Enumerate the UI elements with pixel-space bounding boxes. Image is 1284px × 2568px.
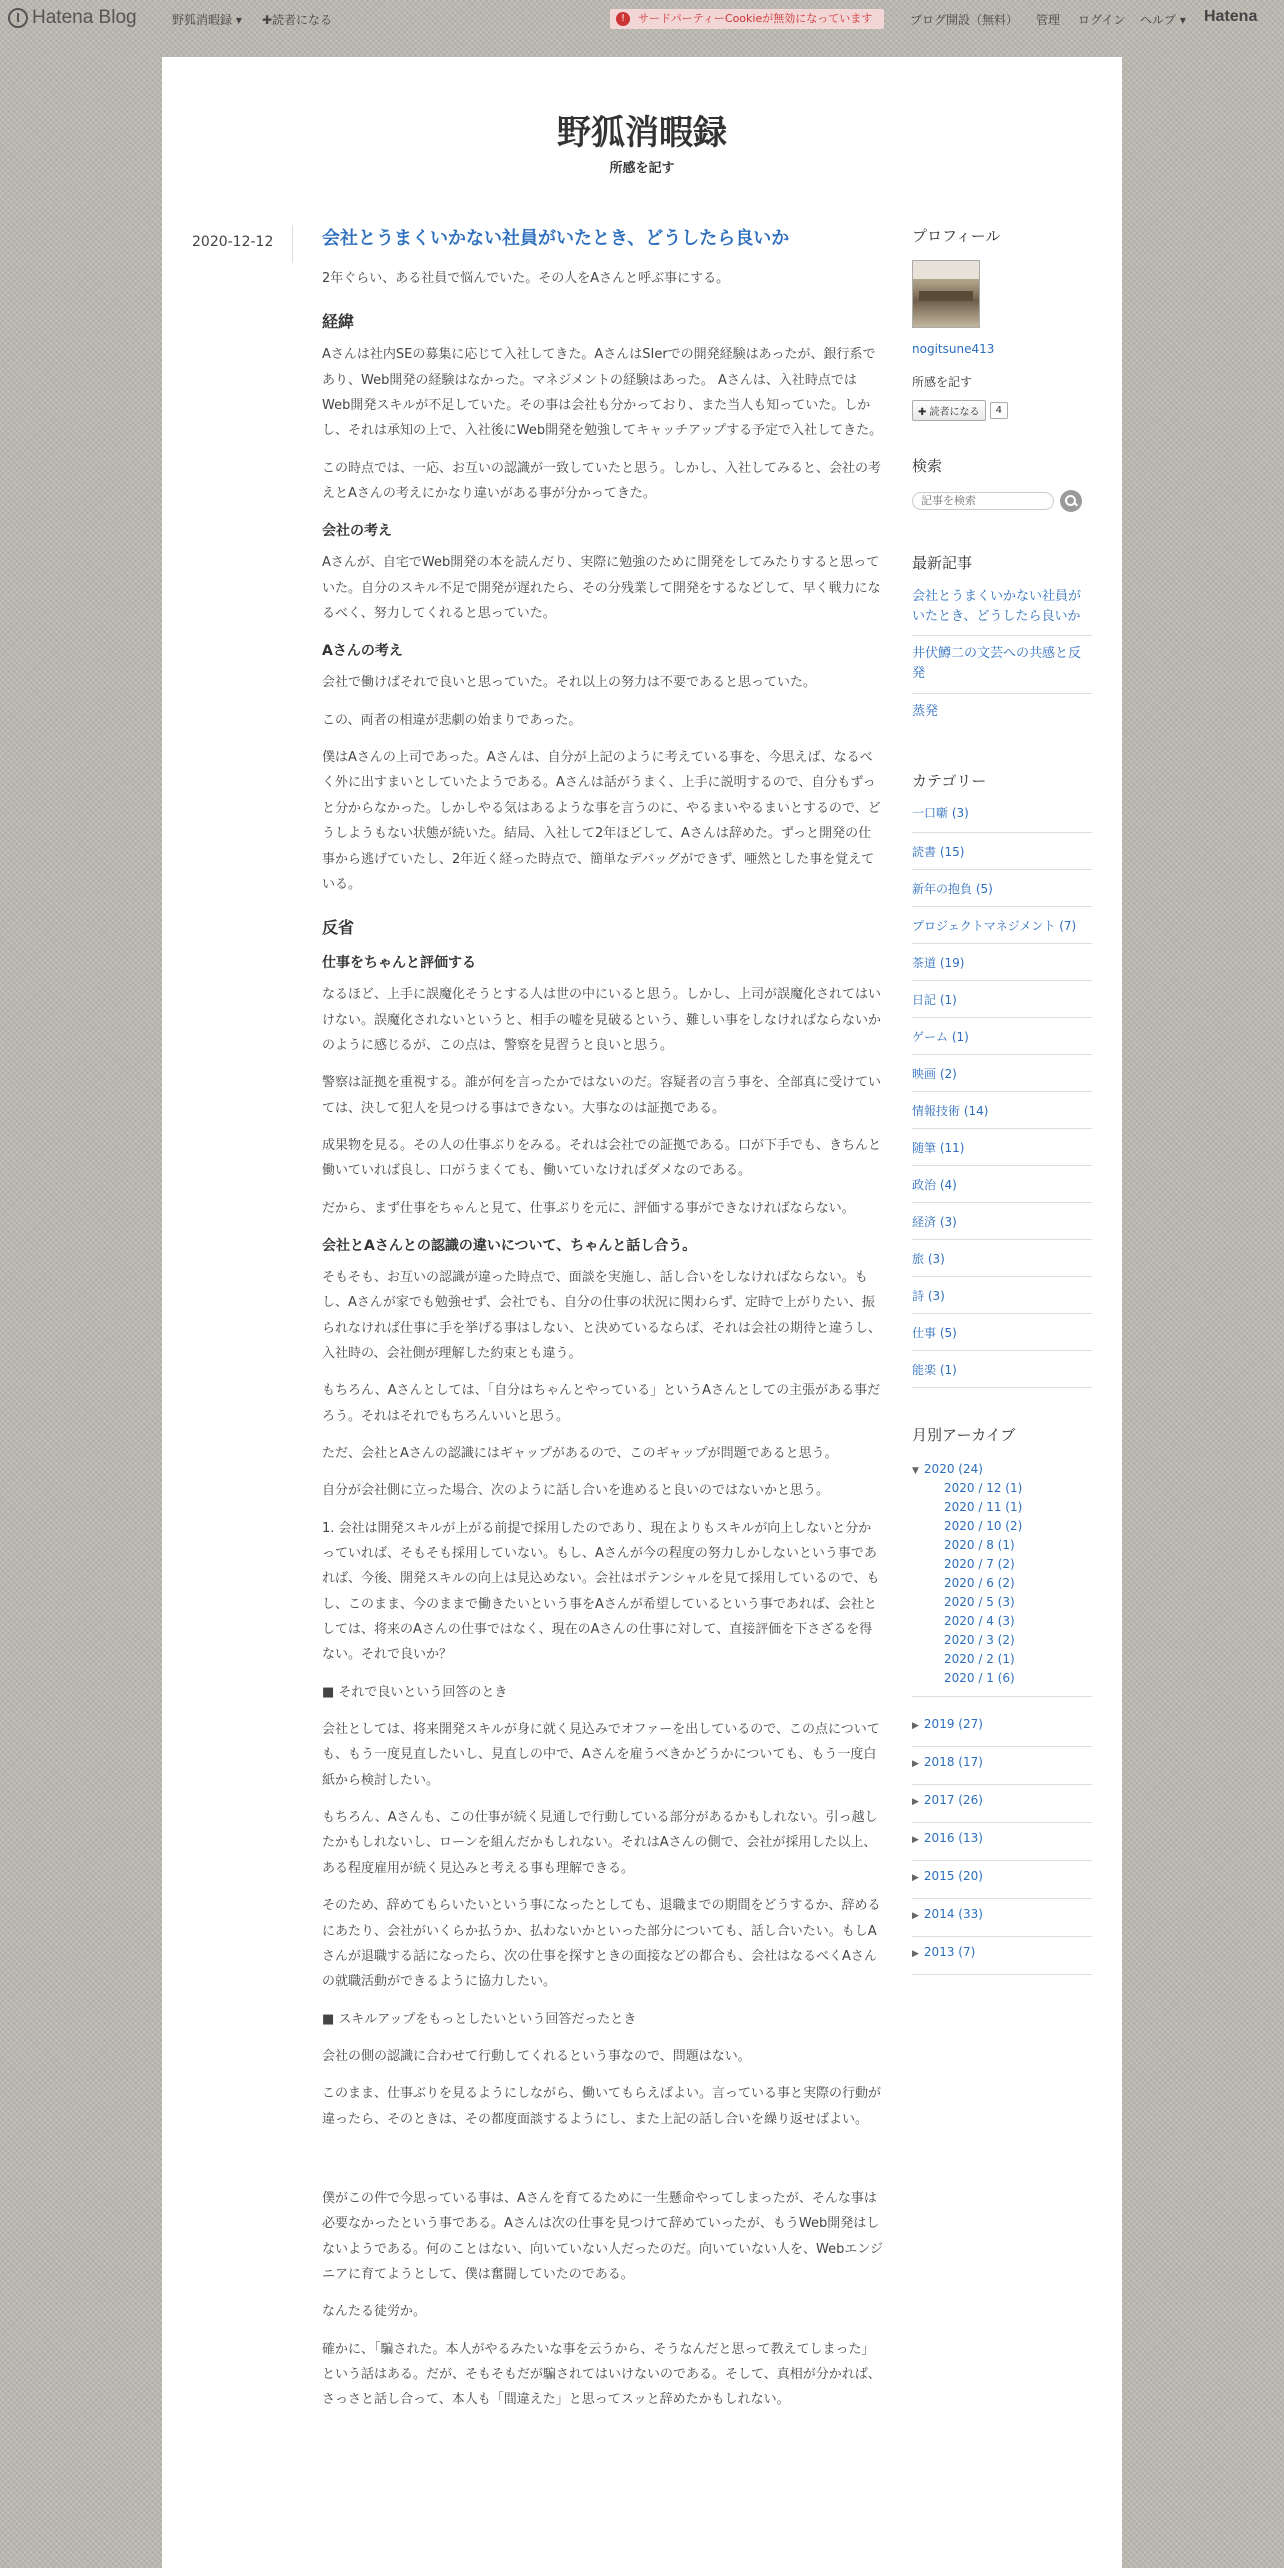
- entry-paragraph: Aさんが、自宅でWeb開発の本を読んだり、実際に勉強のために開発をしてみたりすると思っていた。自分のスキル不足で開発が遅れたら、その分残業して開発をするなどして、早く戦力になるべく、努力してくれると思っていた。: [322, 555, 881, 622]
- archive-month-link[interactable]: 2020 / 10 (2): [944, 1518, 1023, 1533]
- subscriber-count[interactable]: 4: [990, 402, 1008, 419]
- login-link[interactable]: ログイン: [1078, 13, 1126, 27]
- entry-paragraph: なるほど、上手に誤魔化そうとする人は世の中にいると思う。しかし、上司が誤魔化されてはいけない。誤魔化されないというと、相手の嘘を見破るという、難しい事をしなければならないかのように感じるが、この点は、警察を見習うと良いと思う。: [322, 987, 882, 1053]
- subscribe-link[interactable]: ✚読者になる: [262, 13, 333, 27]
- category-link[interactable]: 新年の抱負 (5): [912, 870, 1092, 907]
- recent-heading: 最新記事: [912, 554, 973, 572]
- entry-paragraph: 会社としては、将来開発スキルが身に就く見込みでオファーを出しているので、この点についても、もう一度見直したいし、見直しの中で、Aさんを雇うべきかどうかについても、もう一度白紙から検討したい。: [322, 1722, 880, 1788]
- archive-month-link[interactable]: 2020 / 2 (1): [944, 1651, 1015, 1666]
- entry-paragraph: 2年ぐらい、ある社員で悩んでいた。その人をAさんと呼ぶ事にする。: [322, 271, 730, 286]
- category-link[interactable]: 日記 (1): [912, 981, 1092, 1018]
- archive-year-2020[interactable]: [912, 1459, 1092, 1479]
- archive-heading: 月別アーカイブ: [912, 1425, 1016, 1444]
- paragraph-spacer: [322, 2144, 884, 2186]
- admin-link[interactable]: 管理: [1036, 13, 1061, 27]
- blog-page: [162, 57, 1122, 2568]
- archive-month-link[interactable]: 2020 / 8 (1): [944, 1537, 1015, 1552]
- warning-icon: !: [616, 12, 630, 26]
- logo-text: Hatena Blog: [32, 7, 137, 28]
- archive-month-link[interactable]: 2020 / 1 (6): [944, 1670, 1015, 1685]
- global-header: [0, 0, 1284, 38]
- category-link[interactable]: 随筆 (11): [912, 1129, 1092, 1166]
- archive-module: [912, 1424, 1092, 1975]
- category-link[interactable]: 情報技術 (14): [912, 1092, 1092, 1129]
- recent-entry-link[interactable]: 会社とうまくいかない社員がいたとき、どうしたら良いか: [912, 587, 1092, 636]
- profile-module: [912, 225, 1092, 421]
- entry-paragraph: そもそも、お互いの認識が違った時点で、面談を実施し、話し合いをしなければならない。もし、Aさんが家でも勉強せず、会社でも、自分の仕事の状況に関わらず、定時で上がりたい、振られなければ仕事に手を挙げる事はしない、と決めているならば、それは会社の期待と違うし、入社時の、会社側が理解した約束とも違う。: [322, 1269, 882, 1361]
- entry-paragraph: Aさんは社内SEの募集に応じて入社してきた。AさんはSIerでの開発経験はあったが、銀行系であり、Web開発の経験はなかった。マネジメントの経験はあった。 Aさんは、入社時点ではWeb開発スキルが不足していた。その事は会社も分かっており、また当人も知っていた。しかし、それは承知の上で、入社後にWeb開発を勉強してキャッチアップする予定で入社してきた。: [322, 347, 883, 439]
- archive-year-link[interactable]: [912, 1899, 1092, 1937]
- profile-heading: プロフィール: [912, 227, 1001, 245]
- category-link[interactable]: プロジェクトマネジメント (7): [912, 907, 1092, 944]
- entry-paragraph: もちろん、Aさんも、この仕事が続く見通しで行動している部分があるかもしれない。引っ越したかもしれないし、ローンを組んだかもしれない。それはAさんの側で、会社が採用した以上、ある程度雇用が続く見込みと考える事も理解できる。: [322, 1810, 878, 1876]
- entry-paragraph: 1. 会社は開発スキルが上がる前提で採用したのであり、現在よりもスキルが向上しないと分かっていれば、そもそも採用していない。もし、Aさんが今の程度の努力しかしないという事であれば、今後、開発スキルの向上は見込めない。会社はポテンシャルを見て採用しているので、もし、このまま、今のままで働きたいという事をAさんが希望しているという事であれば、会社としては、将来のAさんの仕事ではなく、現在のAさんの仕事に対して、直接評価を下さざるを得ない。それで良いか？: [322, 1520, 880, 1663]
- hatena-blog-logo-icon: [8, 8, 28, 28]
- archive-year-label: 2014 (33): [923, 1906, 983, 1921]
- category-link[interactable]: 旅 (3): [912, 1240, 1092, 1277]
- category-link[interactable]: 経済 (3): [912, 1203, 1092, 1240]
- archive-year-link[interactable]: [912, 1709, 1092, 1747]
- help-menu[interactable]: ヘルプ ▾: [1140, 13, 1186, 27]
- category-link[interactable]: 能楽 (1): [912, 1351, 1092, 1388]
- subscribe-button[interactable]: ✚ 読者になる: [912, 400, 986, 421]
- entry-heading: 経緯: [322, 312, 355, 332]
- profile-description: 所感を記す: [912, 375, 973, 389]
- archive-year-label: 2016 (13): [923, 1830, 983, 1845]
- archive-year-link[interactable]: [912, 1937, 1092, 1975]
- recent-entry-link[interactable]: 蒸発: [912, 703, 939, 719]
- category-link[interactable]: 詩 (3): [912, 1277, 1092, 1314]
- archive-year-label: 2015 (20): [923, 1868, 983, 1883]
- archive-month-link[interactable]: 2020 / 11 (1): [944, 1499, 1023, 1514]
- category-heading: カテゴリー: [912, 771, 987, 790]
- triangle-right-icon: ▶: [912, 1872, 919, 1883]
- entry-paragraph: ただ、会社とAさんの認識にはギャップがあるので、このギャップが問題であると思う。: [322, 1446, 838, 1461]
- entry-paragraph: 自分が会社側に立った場合、次のように話し合いを進めると良いのではないかと思う。: [322, 1483, 830, 1499]
- archive-year-link[interactable]: [912, 1823, 1092, 1861]
- entry-paragraph: ■ スキルアップをもっとしたいという回答だったとき: [322, 2011, 637, 2027]
- blog-description: 所感を記す: [609, 161, 675, 176]
- search-heading: 検索: [912, 457, 943, 475]
- entry-heading: Aさんの考え: [322, 643, 403, 660]
- date-divider: [292, 225, 293, 263]
- entry-paragraph: この時点では、一応、お互いの認識が一致していたと思う。しかし、入社してみると、会社の考えとAさんの考えにかなり違いがある事が分かってきた。: [322, 460, 882, 502]
- entry-paragraph: このまま、仕事ぶりを見るようにしながら、働いてもらえばよい。言っている事と実際の行動が違ったら、そのときは、その都度面談するようにし、また上記の話し合いを繰り返せばよい。: [322, 2086, 882, 2127]
- entry-heading: 会社とAさんとの認識の違いについて、ちゃんと話し合う。: [322, 1237, 697, 1254]
- open-blog-link[interactable]: ブログ開設（無料）: [910, 13, 1019, 27]
- entry-paragraph: もちろん、Aさんとしては、「自分はちゃんとやっている」というAさんとしての主張がある事だろう。それはそれでもちろんいいと思う。: [322, 1383, 881, 1424]
- entry-paragraph: 確かに、「騙された。本人がやるみたいな事を云うから、そうなんだと思って教えてしまった」という話はある。だが、そもそもだが騙されてはいけないのである。そして、真相が分かれば、さっさと話し合って、本人も「間違えた」と思ってスッと辞めたかもしれない。: [322, 2341, 881, 2408]
- entry-paragraph: 僕はAさんの上司であった。Aさんは、自分が上記のように考えている事を、今思えば、なるべく外に出すまいとしていたようである。Aさんは話がうまく、上手に説明するので、自分もずっと分からなかった。しかしやる気はあるような事を言うのに、やるまいやるまいとするので、どうしようもない状態が続いた。結局、入社して2年ほどして、Aさんは辞めた。ずっと開発の仕事から逃げていたし、2年近く経った時点で、簡単なデバッグができず、唖然とした事を覚えている。: [322, 750, 881, 892]
- triangle-right-icon: ▶: [912, 1948, 919, 1959]
- avatar[interactable]: [912, 260, 980, 328]
- entry-paragraph: 成果物を見る。その人の仕事ぶりをみる。それは会社での証拠である。口が下手でも、きちんと働いていれば良し、口がうまくても、働いていなければダメなのである。: [322, 1137, 882, 1179]
- category-link[interactable]: ゲーム (1): [912, 1018, 1092, 1055]
- entry-paragraph: そのため、辞めてもらいたいという事になったとしても、退職までの期間をどうするか、辞めるにあたり、会社がいくらか払うか、払わないかといった部分についても、話し合いたい。もしAさんが退職する話になったら、次の仕事を探すときの面接などの都合も、会社はなるべくAさんの就職活動ができるように協力したい。: [322, 1898, 881, 1990]
- entry-body: [322, 266, 884, 2413]
- triangle-right-icon: ▶: [912, 1910, 919, 1921]
- archive-year-label: 2019 (27): [923, 1716, 983, 1731]
- entry-paragraph: 警察は証拠を重視する。誰が何を言ったかではないのだ。容疑者の言う事を、全部真に受けていては、決して犯人を見つける事はできない。大事なのは証拠である。: [322, 1075, 882, 1116]
- sidebar: [912, 225, 1092, 1975]
- category-module: [912, 770, 1092, 1388]
- blog-title[interactable]: 野狐消暇録: [557, 113, 727, 153]
- archive-month-link[interactable]: 2020 / 6 (2): [944, 1575, 1015, 1590]
- entry-title[interactable]: 会社とうまくいかない社員がいたとき、どうしたら良いか: [322, 228, 790, 249]
- archive-year-link[interactable]: [912, 1785, 1092, 1823]
- category-list: [912, 805, 1092, 1388]
- entry-heading: 会社の考え: [322, 523, 392, 540]
- entry-paragraph: なんたる徒労か。: [322, 2304, 427, 2320]
- cookie-notice-text: サードパーティーCookieが無効になっています: [638, 12, 873, 25]
- triangle-down-icon: ▼: [912, 1465, 919, 1476]
- entry-paragraph: 僕がこの件で今思っている事は、Aさんを育てるために一生懸命やってしまったが、そんな事は必要なかったという事である。Aさんは次の仕事を見つけて辞めていったが、もうWeb開発はしないようである。何のことはない、向いていない人だったのだ。向いていない人を、Webエンジニアに育てようとして、僕は奮闘していたのである。: [322, 2190, 884, 2282]
- entry-paragraph: この、両者の相違が悲劇の始まりであった。: [322, 712, 582, 728]
- triangle-right-icon: ▶: [912, 1758, 919, 1769]
- entry-heading: 仕事をちゃんと評価する: [322, 955, 476, 972]
- hatena-logo-text: Hatena: [1204, 8, 1258, 25]
- profile-username[interactable]: nogitsune413: [912, 342, 995, 356]
- category-link[interactable]: 映画 (2): [912, 1055, 1092, 1092]
- entry-content: [322, 225, 884, 2425]
- hatena-logo[interactable]: [1204, 8, 1257, 26]
- entry-paragraph: ■ それで良いという回答のとき: [322, 1684, 508, 1700]
- category-link[interactable]: 仕事 (5): [912, 1314, 1092, 1351]
- archive-month-link[interactable]: 2020 / 12 (1): [944, 1480, 1023, 1495]
- entry-paragraph: 会社で働けばそれで良いと思っていた。それ以上の努力は不要であると思っていた。: [322, 675, 817, 691]
- archive-year-label: 2018 (17): [923, 1754, 983, 1769]
- hatena-blog-logo[interactable]: [8, 7, 137, 29]
- archive-month-link[interactable]: 2020 / 4 (3): [944, 1613, 1015, 1628]
- blog-menu[interactable]: 野狐消暇録 ▾: [172, 13, 242, 27]
- search-icon[interactable]: [1060, 490, 1082, 512]
- category-link[interactable]: 茶道 (19): [912, 944, 1092, 981]
- triangle-right-icon: ▶: [912, 1796, 919, 1807]
- archive-year-link[interactable]: [912, 1861, 1092, 1899]
- archive-month-link[interactable]: 2020 / 5 (3): [944, 1594, 1015, 1609]
- archive-year-label: 2013 (7): [923, 1944, 976, 1959]
- entry-heading: 反省: [322, 918, 355, 938]
- entry-date[interactable]: 2020-12-12: [192, 234, 274, 250]
- category-link[interactable]: 読書 (15): [912, 833, 1092, 870]
- category-link[interactable]: 政治 (4): [912, 1166, 1092, 1203]
- search-input[interactable]: [912, 492, 1054, 510]
- recent-entries-module: [912, 552, 1092, 730]
- archive-year-list: [912, 1709, 1092, 1975]
- archive-year-link[interactable]: [912, 1747, 1092, 1785]
- entry-paragraph: 会社の側の認識に合わせて行動してくれるという事なので、問題はない。: [322, 2048, 751, 2064]
- search-module: [912, 455, 1092, 512]
- recent-entry-link[interactable]: 井伏鱒二の文芸への共感と反発: [912, 636, 1092, 693]
- archive-year-label: 2020 (24): [923, 1461, 983, 1476]
- triangle-right-icon: ▶: [912, 1834, 919, 1845]
- entry-paragraph: だから、まず仕事をちゃんと見て、仕事ぶりを元に、評価する事ができなければならない。: [322, 1200, 855, 1216]
- cookie-notice[interactable]: [610, 9, 884, 29]
- archive-month-link[interactable]: 2020 / 3 (2): [944, 1632, 1015, 1647]
- triangle-right-icon: ▶: [912, 1720, 919, 1731]
- category-link[interactable]: 一口噺 (3): [912, 805, 1092, 833]
- archive-month-list: [912, 1479, 1092, 1688]
- archive-month-link[interactable]: 2020 / 7 (2): [944, 1556, 1015, 1571]
- archive-year-label: 2017 (26): [923, 1792, 983, 1807]
